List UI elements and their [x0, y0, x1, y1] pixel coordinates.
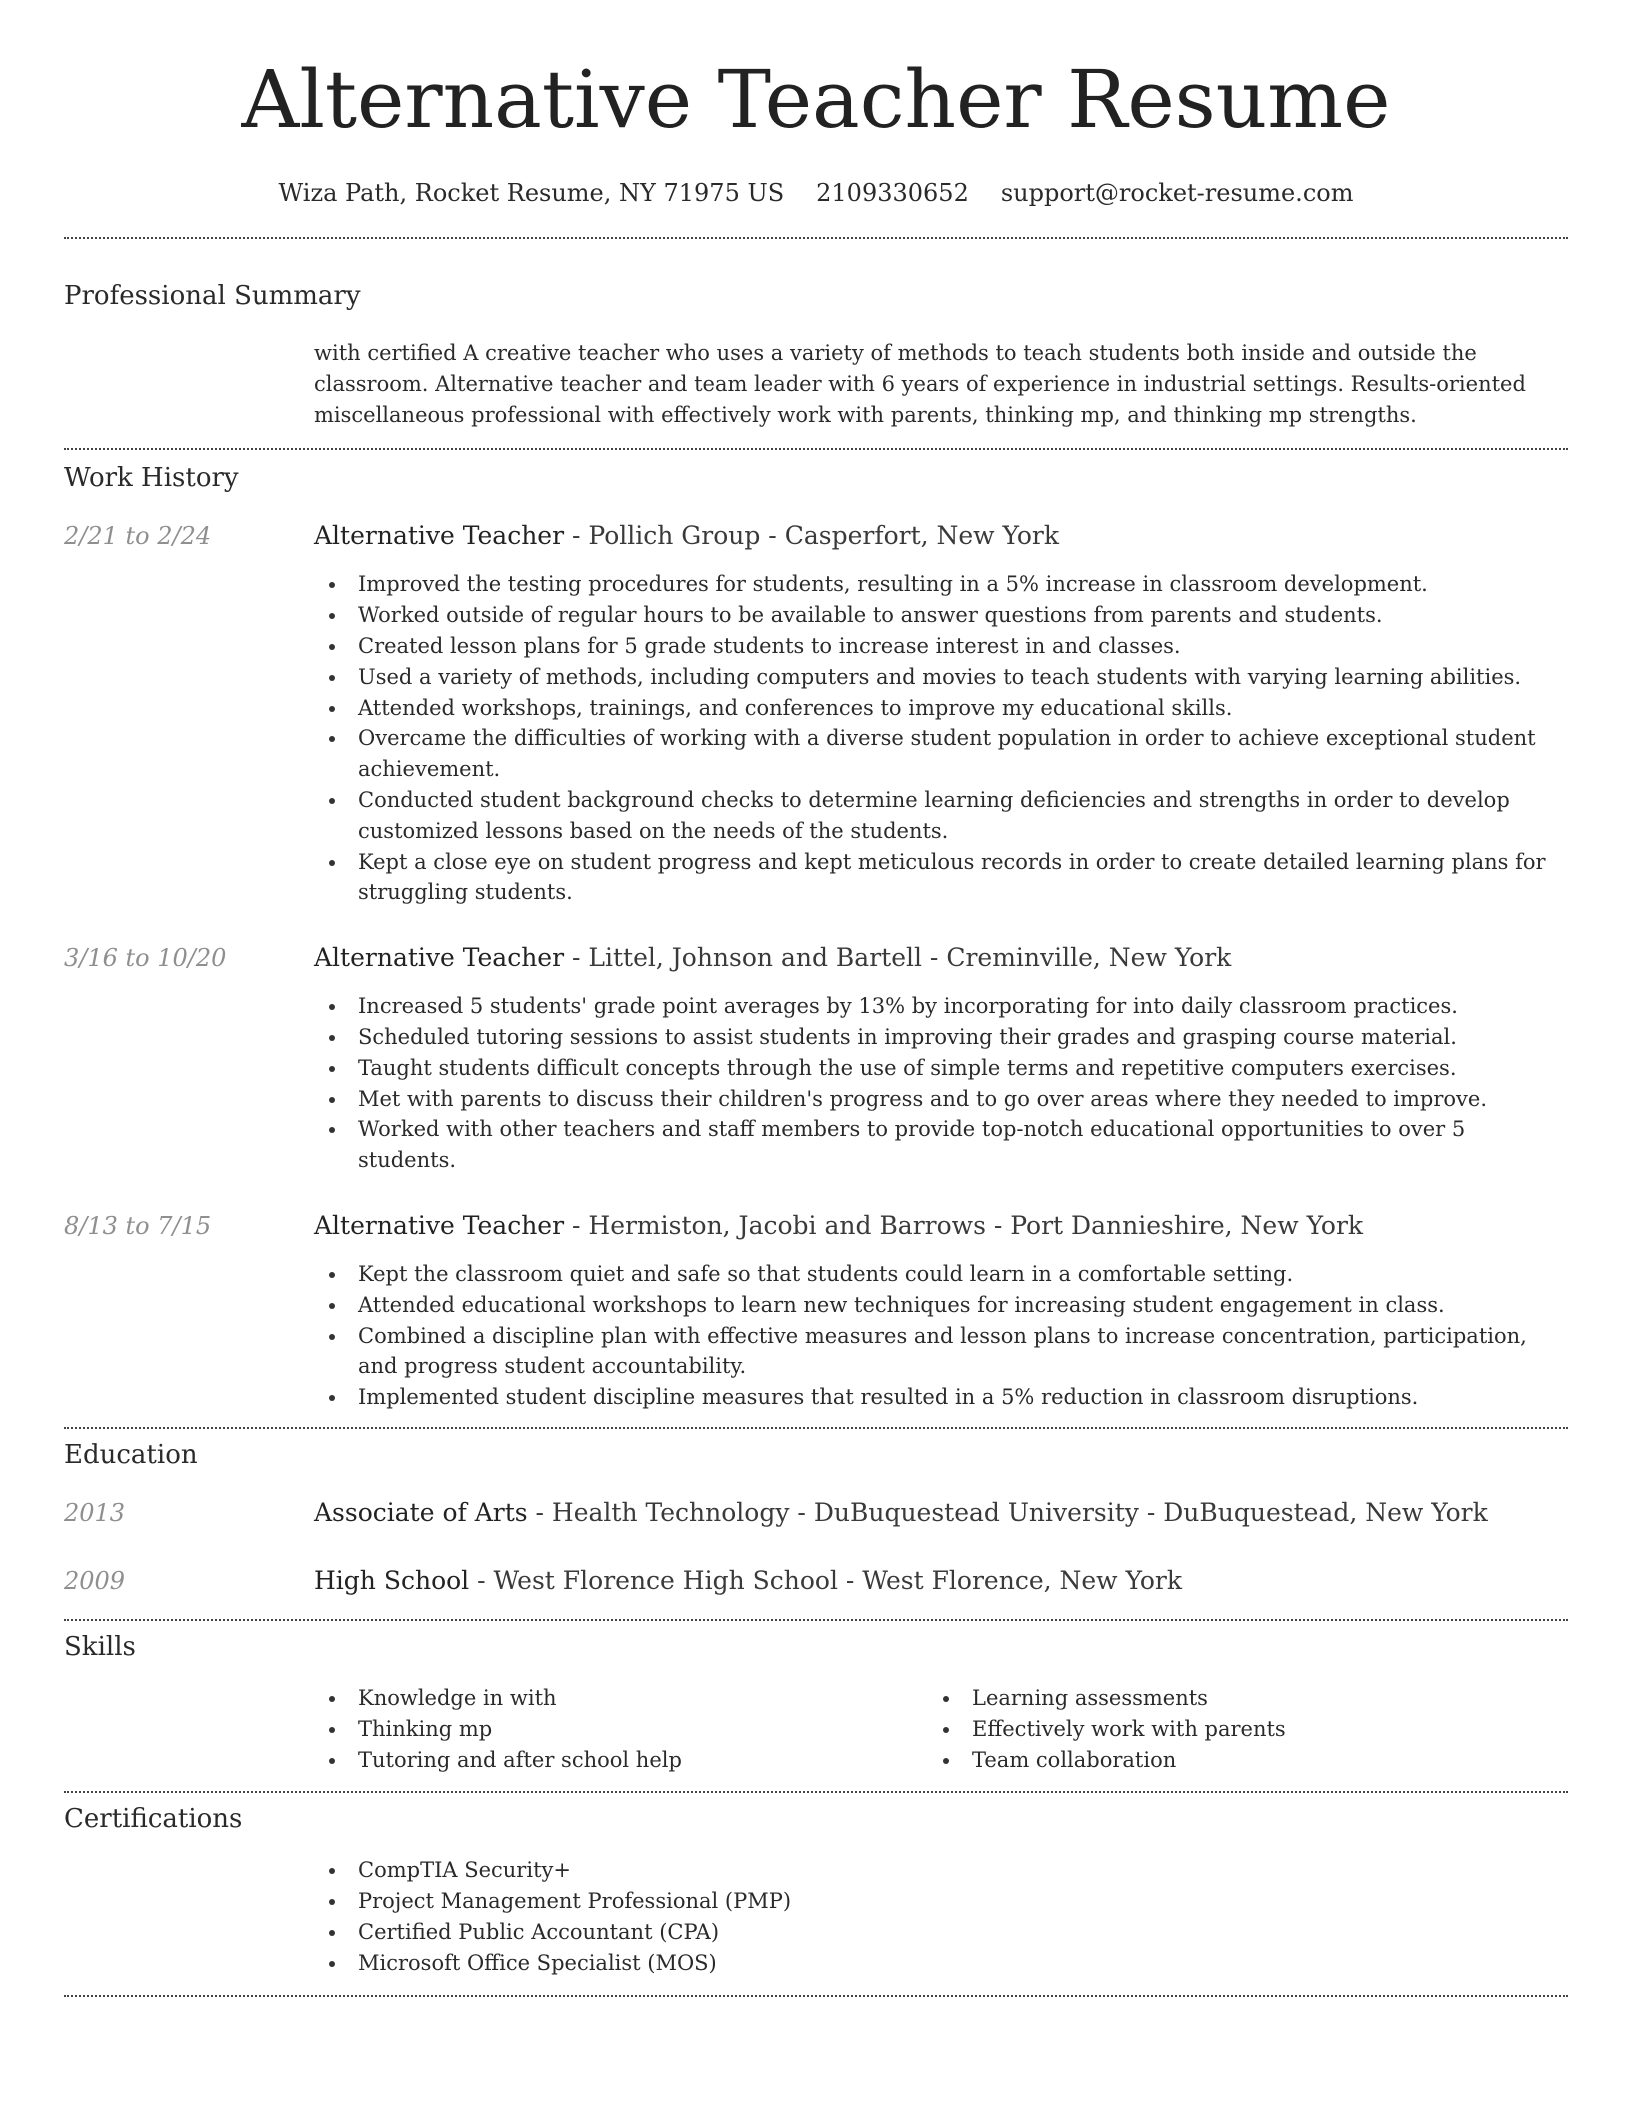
- job-bullets: [314, 569, 1568, 908]
- contact-phone: 2109330652: [816, 179, 969, 207]
- summary-text: with certified A creative teacher who uses a variety of methods to teach students both inside and outside the classroom. Alternative teacher and team leader with 6 years of experience in industrial settings. Results-oriented miscellaneous professional with effectively work with parents, thinking mp, and thinking mp strengths.: [314, 341, 1526, 427]
- job-title: [314, 520, 1568, 552]
- education-year: 2009: [64, 1566, 126, 1595]
- job-details: - Hermiston, Jacobi and Barrows - Port Dannieshire, New York: [564, 1210, 1364, 1240]
- education-degree: High School: [314, 1565, 470, 1595]
- certifications-heading: Certifications: [64, 1804, 243, 1835]
- skills-list: [64, 1683, 1568, 1775]
- job-dates: 3/16 to 10/20: [64, 944, 227, 973]
- education-details: - Health Technology - DuBuquestead University - DuBuquestead, New York: [527, 1497, 1488, 1527]
- skills-heading: Skills: [64, 1631, 136, 1662]
- education-title: [314, 1565, 1568, 1597]
- contact-line: [64, 178, 1568, 208]
- job-role: Alternative Teacher: [314, 521, 565, 551]
- job-role: Alternative Teacher: [314, 1210, 565, 1240]
- job-bullet: Attended educational workshops to learn new techniques for increasing student engagement in class.: [358, 1290, 1568, 1321]
- section-divider: [64, 1619, 1568, 1621]
- section-divider: [64, 448, 1568, 450]
- job-entry: [64, 1210, 1568, 1413]
- job-bullet: Created lesson plans for 5 grade students to increase interest in and classes.: [358, 631, 1568, 662]
- job-bullet: Kept the classroom quiet and safe so that students could learn in a comfortable setting.: [358, 1259, 1568, 1290]
- job-details: - Littel, Johnson and Bartell - Creminville, New York: [564, 943, 1232, 973]
- education-title: [314, 1497, 1568, 1529]
- job-entry: [64, 942, 1568, 1176]
- job-dates: 8/13 to 7/15: [64, 1211, 212, 1240]
- job-bullet: Worked outside of regular hours to be available to answer questions from parents and students.: [358, 600, 1568, 631]
- job-bullet: Met with parents to discuss their children's progress and to go over areas where they needed to improve.: [358, 1084, 1568, 1115]
- summary-heading: Professional Summary: [64, 281, 361, 311]
- job-bullet: Used a variety of methods, including computers and movies to teach students with varying learning abilities.: [358, 662, 1568, 693]
- education-heading: Education: [64, 1439, 198, 1470]
- job-bullet: Taught students difficult concepts through the use of simple terms and repetitive computers exercises.: [358, 1053, 1568, 1084]
- job-details: - Pollich Group - Casperfort, New York: [564, 521, 1060, 551]
- job-bullet: Kept a close eye on student progress and kept meticulous records in order to create detailed learning plans for struggling students.: [358, 847, 1568, 909]
- job-bullets: [314, 1259, 1568, 1413]
- work-history-heading: Work History: [64, 463, 239, 494]
- skill-item: Thinking mp: [358, 1714, 928, 1745]
- certifications-list: [314, 1855, 1568, 1978]
- job-bullet: Scheduled tutoring sessions to assist students in improving their grades and grasping course material.: [358, 1022, 1568, 1053]
- job-bullet: Worked with other teachers and staff members to provide top-notch educational opportunities to over 5 students.: [358, 1114, 1568, 1176]
- section-divider: [64, 1791, 1568, 1793]
- section-divider: [64, 237, 1568, 239]
- section-divider: [64, 1427, 1568, 1429]
- certification-item: Project Management Professional (PMP): [358, 1886, 1568, 1917]
- job-bullet: Overcame the difficulties of working with a diverse student population in order to achieve exceptional student achievement.: [358, 723, 1568, 785]
- section-divider: [64, 1995, 1568, 1997]
- education-year: 2013: [64, 1498, 126, 1527]
- certifications-block: [64, 1855, 1568, 1978]
- skill-item: Learning assessments: [972, 1683, 1542, 1714]
- resume-page: [64, 0, 1568, 1997]
- job-content: [314, 520, 1568, 908]
- skills-column-right: [928, 1683, 1542, 1775]
- job-content: [314, 1210, 1568, 1413]
- certification-item: Certified Public Accountant (CPA): [358, 1917, 1568, 1948]
- job-bullet: Implemented student discipline measures that resulted in a 5% reduction in classroom disruptions.: [358, 1382, 1568, 1413]
- job-bullet: Improved the testing procedures for students, resulting in a 5% increase in classroom development.: [358, 569, 1568, 600]
- contact-email[interactable]: support@rocket-resume.com: [1000, 179, 1354, 207]
- education-degree: Associate of Arts: [314, 1497, 528, 1527]
- education-details: - West Florence High School - West Florence, New York: [469, 1565, 1183, 1595]
- job-title: [314, 1210, 1568, 1242]
- skill-item: Knowledge in with: [358, 1683, 928, 1714]
- job-bullet: Conducted student background checks to determine learning deficiencies and strengths in order to develop customized lessons based on the needs of the students.: [358, 785, 1568, 847]
- job-entry: [64, 520, 1568, 908]
- resume-title: Alternative Teacher Resume: [241, 53, 1391, 146]
- job-bullet: Combined a discipline plan with effective measures and lesson plans to increase concentration, participation, and progress student accountability.: [358, 1321, 1568, 1383]
- certification-item: Microsoft Office Specialist (MOS): [358, 1948, 1568, 1979]
- job-dates: 2/21 to 2/24: [64, 522, 212, 551]
- job-bullets: [314, 991, 1568, 1176]
- skill-item: Effectively work with parents: [972, 1714, 1542, 1745]
- certification-item: CompTIA Security+: [358, 1855, 1568, 1886]
- contact-address: Wiza Path, Rocket Resume, NY 71975 US: [278, 179, 785, 207]
- skill-item: Tutoring and after school help: [358, 1745, 928, 1776]
- job-bullet: Attended workshops, trainings, and conferences to improve my educational skills.: [358, 693, 1568, 724]
- education-entry: [64, 1565, 1568, 1597]
- job-bullet: Increased 5 students' grade point averages by 13% by incorporating for into daily classroom practices.: [358, 991, 1568, 1022]
- skill-item: Team collaboration: [972, 1745, 1542, 1776]
- job-content: [314, 942, 1568, 1176]
- job-role: Alternative Teacher: [314, 943, 565, 973]
- job-title: [314, 942, 1568, 974]
- education-entry: [64, 1497, 1568, 1529]
- skills-column-left: [314, 1683, 928, 1775]
